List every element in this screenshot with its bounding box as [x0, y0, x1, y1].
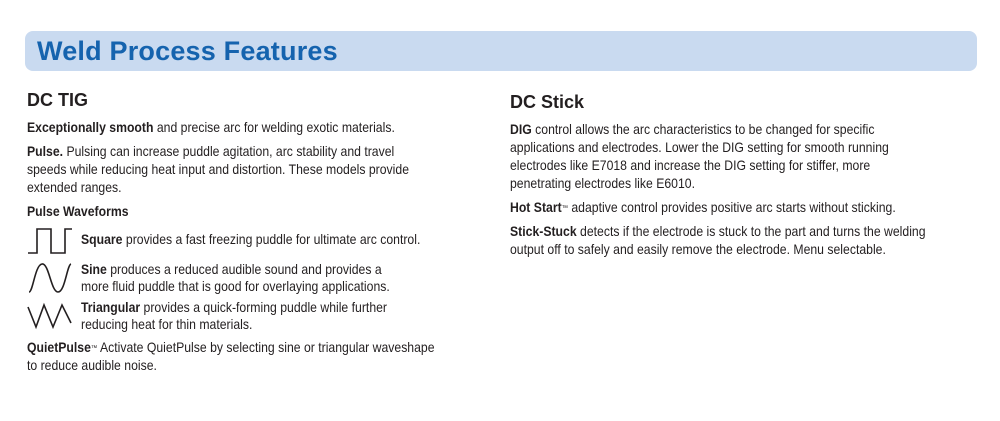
sine-label: Sine	[81, 262, 107, 277]
waveform-sine	[27, 259, 497, 299]
pulse-line-2: speeds while reducing heat input and distortion. These models provide	[27, 162, 410, 177]
dc-stick-column	[510, 89, 980, 265]
dig-paragraph	[510, 121, 980, 193]
triangular-line-1: provides a quick-forming puddle while further	[140, 300, 387, 315]
sine-wave-icon	[27, 261, 73, 295]
hot-start-trademark: ™	[561, 205, 568, 212]
pulse-line-3: extended ranges.	[27, 180, 122, 195]
sine-line-1: produces a reduced audible sound and provides a	[106, 262, 382, 277]
triangular-label: Triangular	[81, 300, 141, 315]
square-label: Square	[81, 232, 123, 247]
dig-line-3: electrodes like E7018 and increase the DIG setting for stiffer, more	[510, 158, 871, 173]
dc-tig-heading: DC TIG	[27, 90, 88, 110]
stick-stuck-line-2: output off to safely and easily remove the electrode. Menu selectable.	[510, 242, 886, 257]
section-banner	[25, 31, 977, 71]
hot-start-paragraph	[510, 199, 980, 217]
hot-start-label: Hot Start	[510, 200, 562, 215]
stick-stuck-label: Stick-Stuck	[510, 224, 577, 239]
sine-line-2: more fluid puddle that is good for overlaying applications.	[81, 279, 390, 294]
quietpulse-paragraph	[27, 339, 497, 375]
hot-start-text: adaptive control provides positive arc starts without sticking.	[567, 200, 896, 215]
pulse-line-1: Pulsing can increase puddle agitation, arc stability and travel	[63, 144, 395, 159]
dc-stick-heading: DC Stick	[510, 92, 585, 112]
quietpulse-trademark: ™	[90, 345, 98, 352]
smooth-arc-text: and precise arc for welding exotic materials.	[153, 120, 395, 135]
pulse-waveforms-heading: Pulse Waveforms	[27, 204, 129, 219]
smooth-arc-label: Exceptionally smooth	[27, 120, 154, 135]
dig-label: DIG	[510, 122, 532, 137]
dig-line-4: penetrating electrodes like E6010.	[510, 176, 696, 191]
quietpulse-line-1: Activate QuietPulse by selecting sine or triangular waveshape	[97, 340, 435, 355]
waveform-square	[27, 225, 497, 259]
dig-line-2: applications and electrodes. Lower the DIG setting for smooth running	[510, 140, 889, 155]
waveform-triangular	[27, 299, 497, 337]
square-wave-icon	[27, 227, 73, 255]
stick-stuck-line-1: detects if the electrode is stuck to the part and turns the welding	[576, 224, 926, 239]
pulse-label: Pulse.	[27, 144, 64, 159]
triangular-wave-icon	[27, 301, 73, 331]
quietpulse-label: QuietPulse	[27, 340, 91, 355]
triangular-line-2: reducing heat for thin materials.	[81, 317, 253, 332]
dc-tig-column	[27, 89, 497, 381]
square-text: provides a fast freezing puddle for ultimate arc control.	[122, 232, 421, 247]
pulse-paragraph	[27, 143, 497, 197]
quietpulse-line-2: to reduce audible noise.	[27, 358, 157, 373]
stick-stuck-paragraph	[510, 223, 980, 259]
page-title: Weld Process Features	[37, 36, 338, 66]
smooth-arc-paragraph	[27, 119, 497, 137]
dig-line-1: control allows the arc characteristics to be changed for specific	[531, 122, 875, 137]
